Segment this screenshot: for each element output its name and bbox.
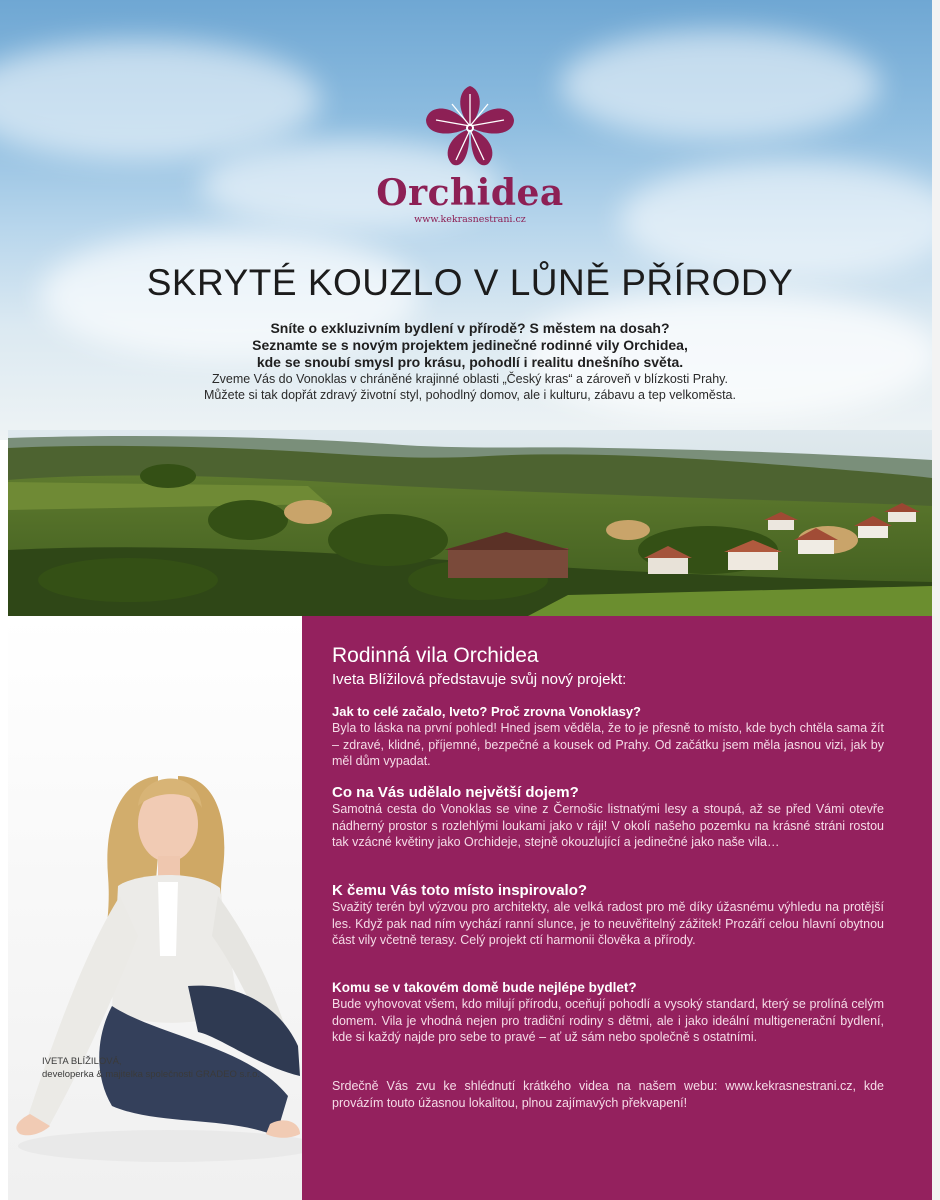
intro-bold-line-3: kde se snoubí smysl pro krásu, pohodlí i realitu dnešního světa.	[256, 354, 684, 370]
landscape-photo	[8, 430, 932, 616]
question-3: K čemu Vás toto místo inspirovalo?	[332, 882, 588, 899]
answer-2: Samotná cesta do Vonoklas se vine z Černošic listnatými lesy a stoupá, až se před Vámi otevře nádherný prostor s rozlehlými loukami jako v ráji! V okolí našeho pozemku na krásné stráni rostou tak vzácné květiny jako Orchideje, stejně okouzlující a jedinečné jako naše vila…	[332, 802, 884, 849]
portrait-illustration	[8, 736, 302, 1166]
intro-bold-line-2: Seznamte se s novým projektem jedinečné rodinné vily Orchidea,	[252, 337, 688, 353]
portrait-photo	[8, 616, 302, 1200]
article-panel	[302, 616, 932, 1200]
intro-line-4: Zveme Vás do Vonoklas v chráněné krajinné oblasti „Český kras“ a zároveň v blízkosti Prahy.	[212, 372, 728, 386]
caption-name: IVETA BLÍŽILOVÁ,	[42, 1056, 122, 1067]
caption-role: developerka & majitelka společnosti GRADEO s.r.o.	[42, 1069, 261, 1080]
article-title: Rodinná vila Orchidea	[332, 644, 539, 667]
landscape-illustration	[8, 430, 932, 616]
question-2: Co na Vás udělalo největší dojem?	[332, 784, 579, 801]
logo-wordmark: Orchidea	[376, 172, 564, 214]
orchidea-logo[interactable]	[360, 80, 580, 230]
intro-line-5: Můžete si tak dopřát zdravý životní styl, pohodlný domov, ale i kulturu, zábavu a tep velkoměsta.	[204, 388, 736, 402]
intro-bold-line-1: Sníte o exkluzivním bydlení v přírodě? S městem na dosah?	[270, 320, 670, 336]
question-1: Jak to celé začalo, Iveto? Proč zrovna Vonoklasy?	[332, 704, 641, 719]
portrait-caption	[42, 1055, 302, 1081]
intro-text	[100, 320, 840, 403]
right-margin	[932, 0, 940, 1200]
answer-3: Svažitý terén byl výzvou pro architekty, ale velká radost pro mě díky úžasnému výhledu na protější les. Když pak nad ním vychází ranní slunce, je to neuvěřitelný zážitek! Prozáří celou hlavní obytnou část vily včetně terasy. Celý projekt ctí harmonii člověka a přírody.	[332, 900, 884, 947]
orchid-flower-icon	[420, 80, 520, 172]
logo-url[interactable]: www.kekrasnestrani.cz	[414, 214, 526, 225]
question-4: Komu se v takovém domě bude nejlépe bydlet?	[332, 980, 637, 995]
page-headline: SKRYTÉ KOUZLO V LŮNĚ PŘÍRODY	[146, 262, 794, 303]
closing-paragraph: Srdečně Vás zvu ke shlédnutí krátkého videa na našem webu: www.kekrasnestrani.cz, kde provázím touto úžasnou lokalitou, plnou zajímavých překvapení!	[332, 1079, 884, 1110]
answer-4: Bude vyhovovat všem, kdo milují přírodu, oceňují pohodlí a vysoký standard, který se prolíná celým domem. Vila je vhodná nejen pro tradiční rodiny s dětmi, ale i jako ideální multigenerační bydlení, kde si každý najde pro sebe to pravé – ať už sám nebo společně s ostatními.	[332, 997, 884, 1044]
answer-1: Byla to láska na první pohled! Hned jsem věděla, že to je přesně to místo, kde bych chtěla sama žít – zdravé, klidné, příjemné, bezpečné a kousek od Prahy. Od začátku jsem měla jasnou vizi, jak by měl dům vypadat.	[332, 721, 884, 768]
article-subtitle: Iveta Blížilová představuje svůj nový projekt:	[332, 671, 627, 688]
